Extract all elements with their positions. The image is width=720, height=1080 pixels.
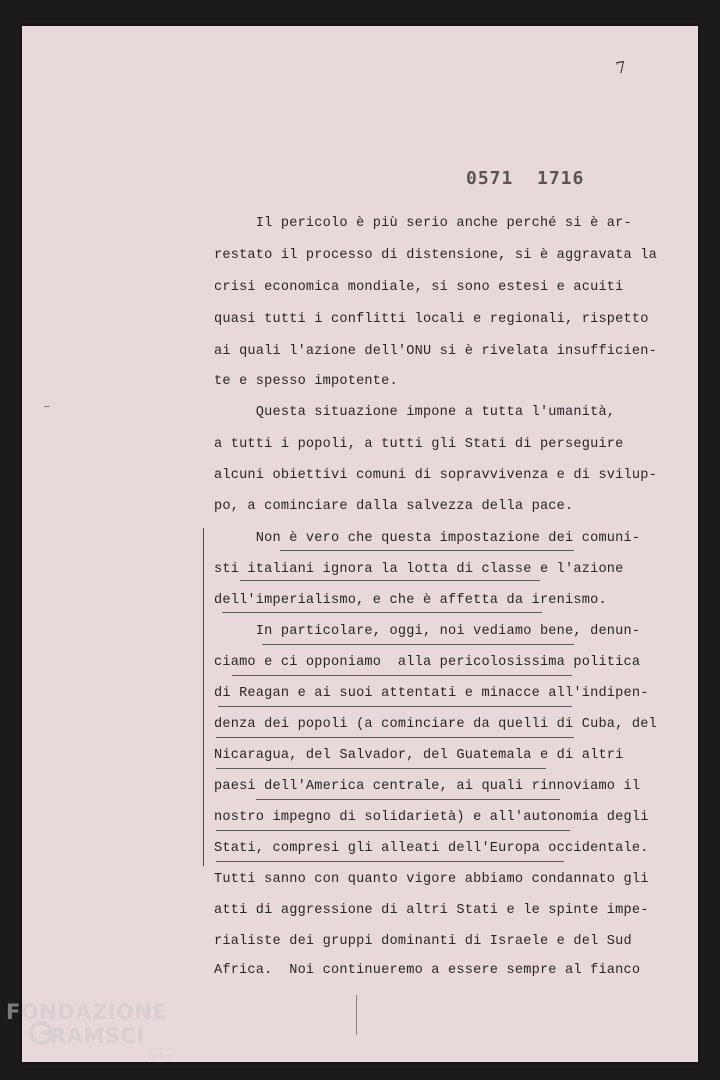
text-line: restato il processo di distensione, si è aggravata la bbox=[214, 248, 657, 263]
text-line: nostro impegno di solidarietà) e all'autonomia degli bbox=[214, 810, 649, 825]
underline bbox=[216, 737, 574, 738]
paper-mark bbox=[44, 406, 50, 410]
text-line: Il pericolo è più serio anche perché si è ar- bbox=[214, 216, 632, 231]
text-line: rialiste dei gruppi dominanti di Israele e del Sud bbox=[214, 934, 632, 949]
text-line: Africa. Noi continueremo a essere sempre al fianco bbox=[214, 963, 641, 978]
fondazione-gramsci-watermark bbox=[6, 1000, 186, 1070]
underline bbox=[240, 580, 540, 581]
text-line: Questa situazione impone a tutta l'umanità, bbox=[214, 405, 616, 420]
text-line: ai quali l'azione dell'ONU si è rivelata insufficien- bbox=[214, 344, 657, 359]
underline bbox=[216, 830, 570, 831]
archive-stamp-right: 1716 bbox=[537, 168, 585, 189]
text-line: denza dei popoli (a cominciare da quelli di Cuba, del bbox=[214, 717, 657, 732]
text-line: a tutti i popoli, a tutti gli Stati di perseguire bbox=[214, 437, 624, 452]
text-line: Tutti sanno con quanto vigore abbiamo condannato gli bbox=[214, 872, 649, 887]
text-line: Nicaragua, del Salvador, del Guatemala e di altri bbox=[214, 748, 624, 763]
underline bbox=[262, 644, 574, 645]
watermark-line-2: RAMSCI bbox=[50, 1024, 145, 1048]
margin-line bbox=[203, 528, 204, 866]
text-line: sti italiani ignora la lotta di classe e l'azione bbox=[214, 562, 624, 577]
text-line: paesi dell'America centrale, ai quali rinnoviamo il bbox=[214, 779, 641, 794]
text-line: di Reagan e ai suoi attentati e minacce all'indipen- bbox=[214, 686, 649, 701]
underline bbox=[216, 861, 564, 862]
page-number: 7 bbox=[614, 57, 628, 78]
paper-mark bbox=[356, 995, 357, 1035]
underline bbox=[232, 675, 572, 676]
text-line: atti di aggressione di altri Stati e le spinte impe- bbox=[214, 903, 649, 918]
watermark-line-3: onlus bbox=[148, 1052, 173, 1062]
archive-stamp-left: 0571 bbox=[466, 168, 514, 189]
text-line: crisi economica mondiale, si sono estesi e acuiti bbox=[214, 280, 624, 295]
text-line: dell'imperialismo, e che è affetta da irenismo. bbox=[214, 593, 607, 608]
watermark-line-1: FONDAZIONE bbox=[6, 1000, 168, 1024]
underline bbox=[280, 550, 574, 551]
underline bbox=[218, 706, 572, 707]
text-line: po, a cominciare dalla salvezza della pace. bbox=[214, 499, 574, 514]
text-line: quasi tutti i conflitti locali e regionali, rispetto bbox=[214, 312, 649, 327]
text-line: Non è vero che questa impostazione dei comuni- bbox=[214, 531, 641, 546]
underline bbox=[222, 612, 542, 613]
text-line: In particolare, oggi, noi vediamo bene, denun- bbox=[214, 624, 641, 639]
text-line: ciamo e ci opponiamo alla pericolosissima politica bbox=[214, 655, 641, 670]
underline bbox=[216, 768, 546, 769]
text-line: alcuni obiettivi comuni di sopravvivenza e di svilup- bbox=[214, 468, 657, 483]
underline bbox=[256, 799, 560, 800]
text-line: Stati, compresi gli alleati dell'Europa occidentale. bbox=[214, 841, 649, 856]
text-line: te e spesso impotente. bbox=[214, 374, 398, 389]
